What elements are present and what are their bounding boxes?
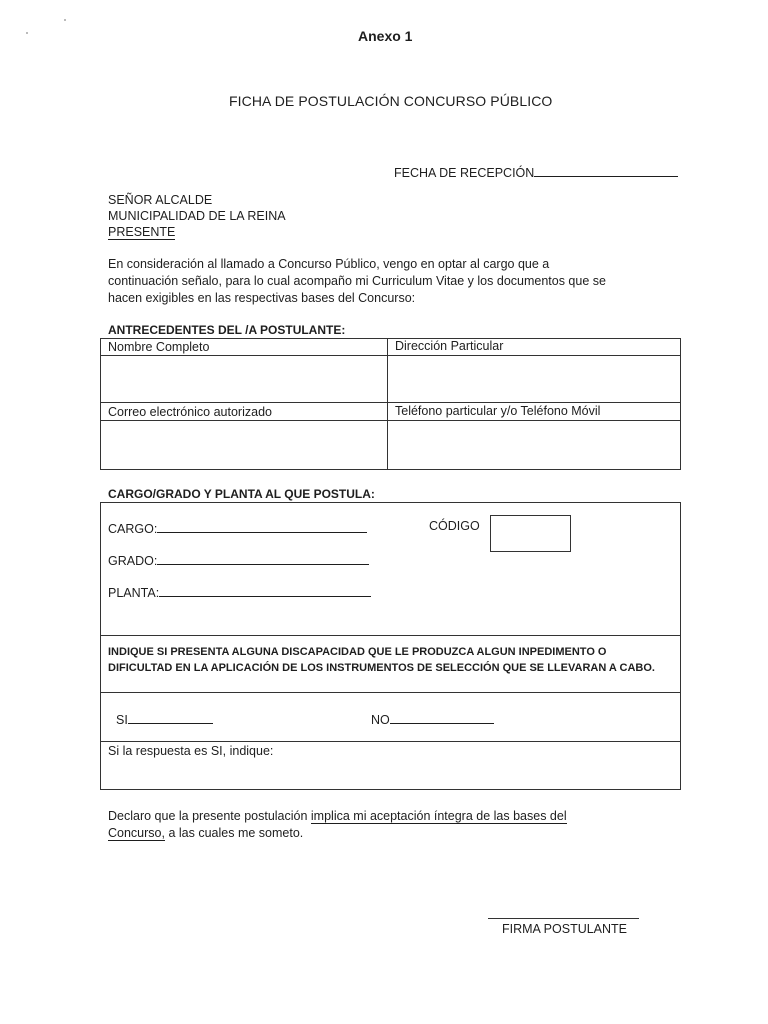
planta-field <box>108 584 371 600</box>
reception-date-field <box>394 164 678 180</box>
declaration-line-2 <box>108 826 303 841</box>
position-box-rule <box>100 741 680 742</box>
planta-label: PLANTA: <box>108 586 160 600</box>
declaration-underlined-text: Concurso, <box>108 826 165 840</box>
address-field[interactable] <box>388 356 679 402</box>
position-section-heading: CARGO/GRADO Y PLANTA AL QUE POSTULA: <box>108 487 375 501</box>
grado-field <box>108 552 369 568</box>
yes-label: SI <box>116 713 128 727</box>
if-yes-label: Si la respuesta es SI, indique: <box>108 744 274 758</box>
signature-label: FIRMA POSTULANTE <box>502 922 628 936</box>
email-field[interactable] <box>101 421 387 468</box>
address-label: Dirección Particular <box>395 339 504 353</box>
grado-line[interactable] <box>157 552 369 565</box>
planta-line[interactable] <box>159 584 371 597</box>
form-title: FICHA DE POSTULACIÓN CONCURSO PÚBLICO <box>229 93 553 109</box>
codigo-input-box[interactable] <box>490 515 571 552</box>
addressee-line-1: SEÑOR ALCALDE <box>108 193 213 207</box>
no-label: NO <box>371 713 390 727</box>
yes-field <box>116 711 213 727</box>
applicant-section-heading: ANTRECEDENTES DEL /A POSTULANTE: <box>108 323 346 337</box>
declaration-text: a las cuales me someto. <box>164 826 304 840</box>
signature-line[interactable] <box>488 918 639 919</box>
yes-line[interactable] <box>128 711 213 724</box>
reception-date-line[interactable] <box>534 164 678 177</box>
annex-title: Anexo 1 <box>358 28 413 44</box>
reception-date-label: FECHA DE RECEPCIÓN <box>394 166 535 180</box>
declaration-underlined-text: implica mi aceptación íntegra de las bases del <box>310 809 567 823</box>
disability-question-line-1: INDIQUE SI PRESENTA ALGUNA DISCAPACIDAD QUE LE PRODUZCA ALGUN INPEDIMENTO O <box>108 646 607 658</box>
intro-line-3: hacen exigibles en las respectivas bases del Concurso: <box>108 291 416 305</box>
presente-text: PRESENTE <box>108 225 176 239</box>
phone-label: Teléfono particular y/o Teléfono Móvil <box>395 404 601 418</box>
scan-speck <box>26 32 28 34</box>
cargo-line[interactable] <box>157 520 367 533</box>
position-box-rule <box>100 635 680 636</box>
position-box-rule <box>100 692 680 693</box>
no-line[interactable] <box>390 711 494 724</box>
declaration-text: Declaro que la presente postulación <box>108 809 311 823</box>
declaration-line-1 <box>108 809 567 824</box>
cargo-label: CARGO: <box>108 522 158 536</box>
full-name-field[interactable] <box>101 356 387 402</box>
disability-question-line-2: DIFICULTAD EN LA APLICACIÓN DE LOS INSTRUMENTOS DE SELECCIÓN QUE SE LLEVARAN A CABO. <box>108 662 655 674</box>
scan-speck <box>64 19 66 21</box>
intro-line-2: continuación señalo, para lo cual acompaño mi Curriculum Vitae y los documentos que se <box>108 274 606 288</box>
intro-line-1: En consideración al llamado a Concurso Público, vengo en optar al cargo que a <box>108 257 550 271</box>
no-field <box>371 711 494 727</box>
phone-field[interactable] <box>388 421 679 468</box>
addressee-line-3 <box>108 225 175 240</box>
applicant-table-rule <box>100 402 680 403</box>
cargo-field <box>108 520 367 536</box>
codigo-label: CÓDIGO <box>429 519 480 533</box>
grado-label: GRADO: <box>108 554 158 568</box>
addressee-line-2: MUNICIPALIDAD DE LA REINA <box>108 209 286 223</box>
email-label: Correo electrónico autorizado <box>108 405 272 419</box>
full-name-label: Nombre Completo <box>108 340 210 354</box>
if-yes-field[interactable] <box>101 760 679 787</box>
